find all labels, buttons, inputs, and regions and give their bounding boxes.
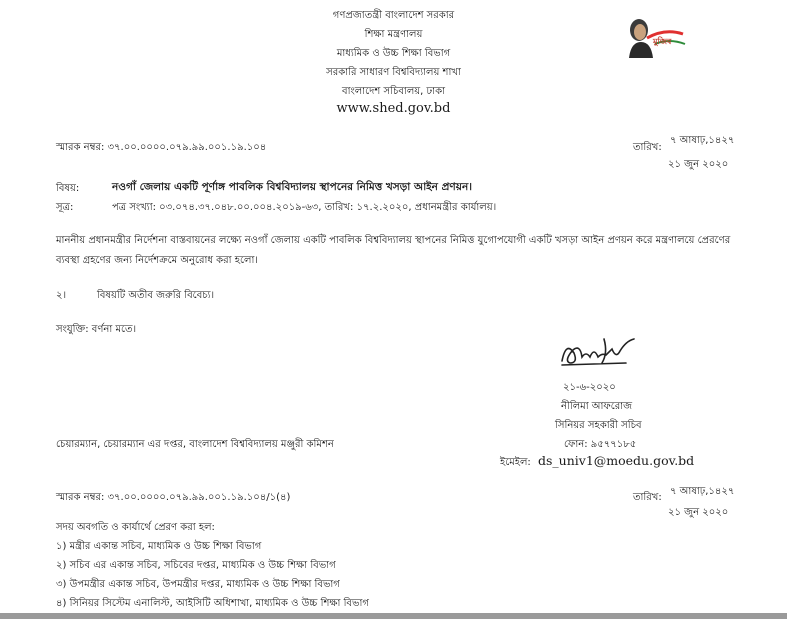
copy-item: ২) সচিব এর একান্ত সচিব, সচিবের দপ্তর, মাধ্যমিক ও উচ্চ শিক্ষা বিভাগ <box>56 560 336 571</box>
header-govt: গণপ্রজাতন্ত্রী বাংলাদেশ সরকার <box>332 10 455 21</box>
signatory-email-label: ইমেইল: <box>500 457 531 468</box>
signatory-phone: ফোন: ৯৫৭৭১৮৫ <box>564 439 637 450</box>
logo-text: মুজিব <box>653 37 672 46</box>
subject-label: বিষয়: <box>56 183 80 194</box>
portrait-icon <box>625 8 689 60</box>
signatory-email[interactable]: ds_univ1@moedu.gov.bd <box>538 453 695 468</box>
body-paragraph-2: বিষয়টি অতীব জরুরি বিবেচ্য। <box>97 290 215 301</box>
signature-date: ২১-৬-২০২০ <box>563 382 616 393</box>
copy-item: ১) মন্ত্রীর একান্ত সচিব, মাধ্যমিক ও উচ্চ শিক্ষা বিভাগ <box>56 541 262 552</box>
header-ministry: শিক্ষা মন্ত্রণালয় <box>364 29 423 40</box>
bottom-divider <box>0 613 787 619</box>
date-gregorian: ২১ জুন ২০২০ <box>668 159 729 170</box>
signatory-designation: সিনিয়র সহকারী সচিব <box>555 420 642 431</box>
memo2-number: স্মারক নম্বর: ৩৭.০০.০০০০.০৭৯.৯৯.০০১.১৯.১০৪/১(৪) <box>56 492 291 503</box>
copy-item: ৩) উপমন্ত্রীর একান্ত সচিব, উপমন্ত্রীর দপ্তর, মাধ্যমিক ও উচ্চ শিক্ষা বিভাগ <box>56 579 340 590</box>
body-paragraph-2-number: ২। <box>56 290 67 301</box>
recipient: চেয়ারম্যান, চেয়ারম্যান এর দপ্তর, বাংলাদেশ বিশ্ববিদ্যালয় মঞ্জুরী কমিশন <box>56 439 334 450</box>
memo-number: স্মারক নম্বর: ৩৭.০০.০০০০.০৭৯.৯৯.০০১.১৯.১০৪ <box>56 142 267 153</box>
header-website[interactable]: www.shed.gov.bd <box>336 101 451 116</box>
copy-intro: সদয় অবগতি ও কার্যার্থে প্রেরণ করা হল: <box>56 522 215 533</box>
signature-image <box>556 333 642 373</box>
copy-item: ৪) সিনিয়র সিস্টেম এনালিস্ট, আইসিটি অধিশাখা, মাধ্যমিক ও উচ্চ শিক্ষা বিভাগ <box>56 598 369 609</box>
header-division: মাধ্যমিক ও উচ্চ শিক্ষা বিভাগ <box>336 48 451 59</box>
date-label: তারিখ: <box>633 142 662 153</box>
header-address: বাংলাদেশ সচিবালয়, ঢাকা <box>342 86 445 97</box>
memo2-date-bangla: ৭ আষাঢ়,১৪২৭ <box>670 486 735 497</box>
body-paragraph-1: মাননীয় প্রধানমন্ত্রীর নির্দেশনা বাস্তবায়নের লক্ষ্যে নওগাঁ জেলায় একটি পাবলিক বিশ্ববিদ্যালয় স্থাপনের নিমিত্ত যুগোপযোগী একটি খসড়া আইন প্রণয়ন করে মন্ত্রণালয়ে প্রেরণের ব্যবস্থা গ্রহণের জন্য নির্দেশক্রমে অনুরোধ করা হলো। <box>56 235 731 266</box>
reference-text: পত্র সংখ্যা: ০৩.০৭৪.৩৭.০৪৮.০০.০০৪.২০১৯-৬৩, তারিখ: ১৭.২.২০২০, প্রধানমন্ত্রীর কার্যালয়। <box>112 202 497 213</box>
attachment-note: সংযুক্তি: বর্ণনা মতে। <box>56 324 137 335</box>
mujib-year-logo <box>625 8 689 60</box>
reference-label: সূত্র: <box>56 202 74 213</box>
memo2-date-gregorian: ২১ জুন ২০২০ <box>668 507 729 518</box>
date-bangla: ৭ আষাঢ়,১৪২৭ <box>670 135 735 146</box>
subject-text: নওগাঁ জেলায় একটি পূর্ণাঙ্গ পাবলিক বিশ্ববিদ্যালয় স্থাপনের নিমিত্ত খসড়া আইন প্রণয়ন। <box>112 181 472 193</box>
signatory-name: নীলিমা আফরোজ <box>561 401 633 412</box>
memo2-date-label: তারিখ: <box>633 492 662 503</box>
header-branch: সরকারি সাধারণ বিশ্ববিদ্যালয় শাখা <box>326 67 461 78</box>
